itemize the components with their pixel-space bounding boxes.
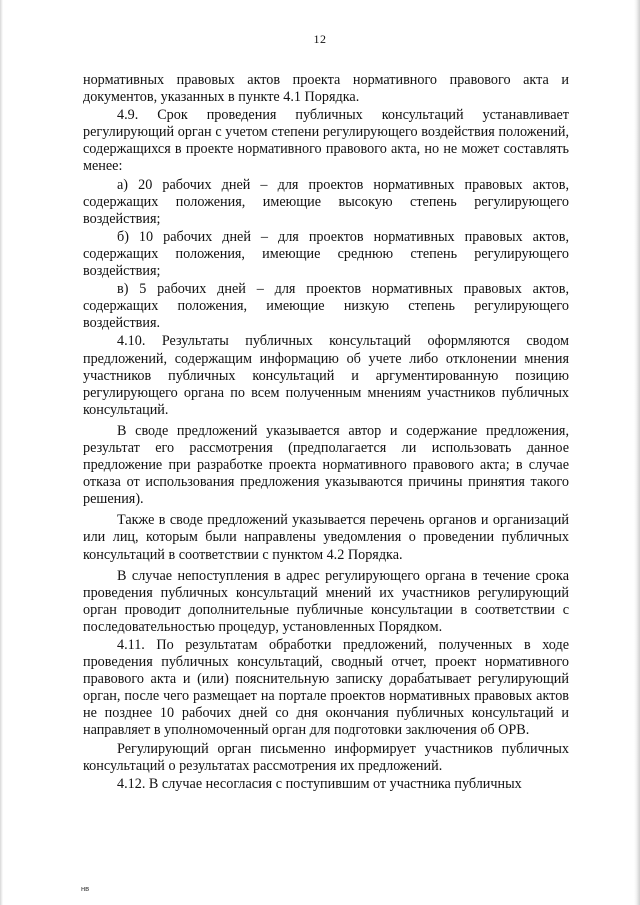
list-item-4-9-a: а) 20 рабочих дней – для проектов нормативных правовых актов, содержащих положения, имеющие высокую степень регулирующего воздействия; (83, 176, 569, 227)
paragraph-4-10-notified-list: Также в своде предложений указывается перечень органов и организаций или лиц, которым были направлены уведомления о проведении публичных консультаций в соответствии с пунктом 4.2 Порядка. (83, 512, 569, 563)
list-item-4-9-c: в) 5 рабочих дней – для проектов нормативных правовых актов, содержащих положения, имеющие низкую степень регулирующего воздействия. (83, 281, 569, 332)
paragraph-4-11: 4.11. По результатам обработки предложений, полученных в ходе проведения публичных консультаций, сводный отчет, проект нормативного правового акта и (или) пояснительную записку дорабатывает регулирующий орган, после чего размещает на портале проектов нормативных правовых актов не позднее 10 рабочих дней со дня окончания публичных консультаций и направляет в уполномоченный орган для подготовки заключения об ОРВ. (83, 637, 569, 739)
paragraph-continuation: нормативных правовых актов проекта нормативного правового акта и документов, указанных в пункте 4.1 Порядка. (83, 72, 569, 106)
paragraph-4-12: 4.12. В случае несогласия с поступившим от участника публичных (117, 775, 522, 792)
document-body (83, 72, 569, 793)
paragraph-4-10: 4.10. Результаты публичных консультаций оформляются сводом предложений, содержащим информацию об учете либо отклонении мнения участников публичных консультаций и аргументированную позицию регулирующего органа по всем полученным мнениям участников публичных консультаций. (83, 333, 569, 418)
paragraph-4-11-inform: Регулирующий орган письменно информирует участников публичных консультаций о результатах рассмотрения их предложений. (83, 740, 569, 774)
paragraph-4-9: 4.9. Срок проведения публичных консультаций устанавливает регулирующий орган с учетом степени регулирующего воздействия положений, содержащихся в проекте нормативного правового акта, но не может составлять менее: (83, 107, 569, 175)
page-number: 12 (313, 32, 327, 46)
paragraph-4-10-no-responses: В случае непоступления в адрес регулирующего органа в течение срока проведения публичных консультаций мнений их участников регулирующий орган проводит дополнительные публичные консультации в соответствии с последовательностью процедур, установленных Порядком. (83, 567, 569, 635)
scan-edge-left (0, 0, 3, 905)
list-item-4-9-b: б) 10 рабочих дней – для проектов нормативных правовых актов, содержащих положения, имеющие среднюю степень регулирующего воздействия; (83, 228, 569, 280)
paragraph-4-10-summary-contents: В своде предложений указывается автор и содержание предложения, результат его рассмотрения (предполагается ли использовать данное предложение при разработке проекта нормативного правового акта; в случае отказа от использования предложения указываются причины принятия такого решения). (83, 422, 569, 508)
scan-edge-right (634, 0, 640, 905)
footer-initials: нв (81, 884, 90, 893)
